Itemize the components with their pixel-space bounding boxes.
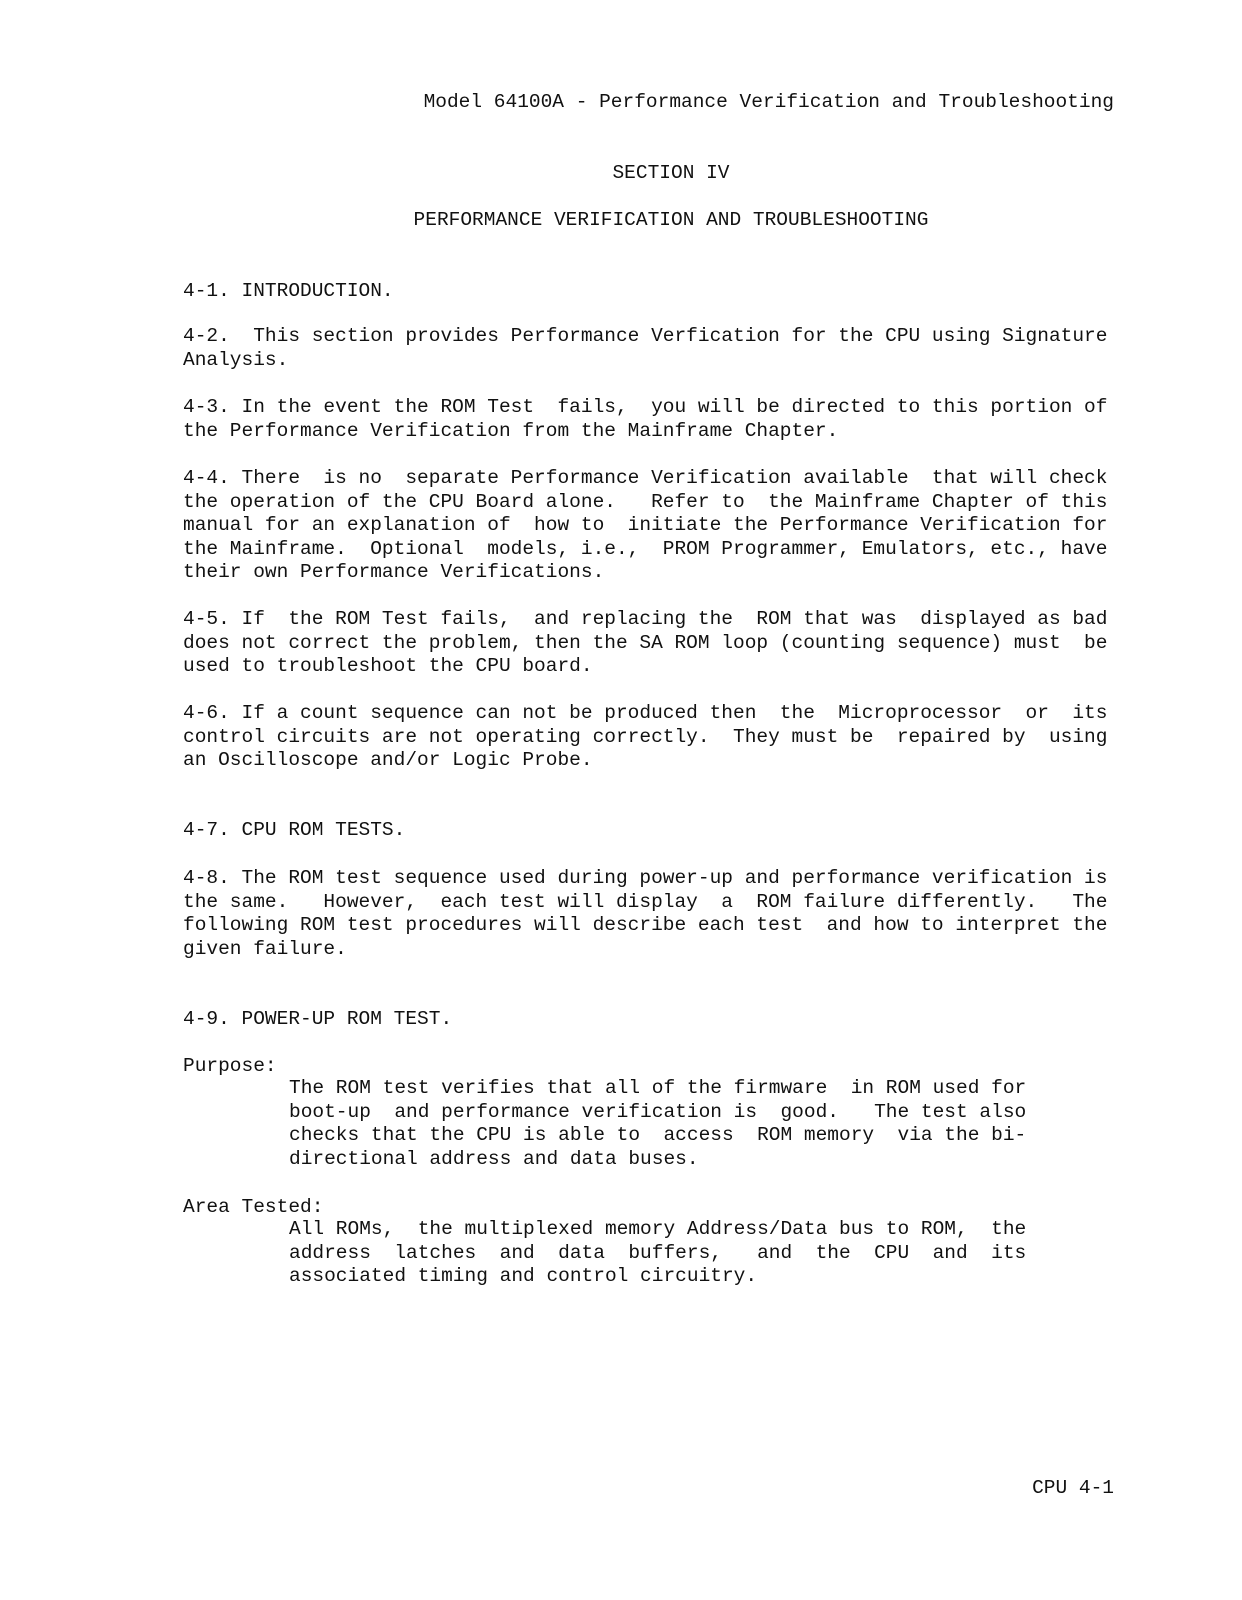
- section-title: PERFORMANCE VERIFICATION AND TROUBLESHOOTING: [413, 209, 929, 231]
- paragraph-4-4: 4-4. There is no separate Performance Verification available that will check the operation of the CPU Board alone. Refer to the Mainframe Chapter of this manual for an explanation of how to initiate the Performance Verification for the Mainframe. Optional models, i.e., PROM Programmer, Emulators, etc., have their own Performance Verifications.: [183, 467, 1108, 583]
- purpose-text: The ROM test verifies that all of the firmware in ROM used for boot-up and performance verification is good. The test also checks that the CPU is able to access ROM memory via the bi- directional address and data buses.: [289, 1077, 1027, 1170]
- area-tested-label: Area Tested:: [183, 1196, 324, 1218]
- paragraph-4-3: 4-3. In the event the ROM Test fails, you will be directed to this portion of the Performance Verification from the Mainframe Chapter.: [183, 396, 1108, 442]
- paragraph-4-9-heading: 4-9. POWER-UP ROM TEST.: [183, 1008, 453, 1030]
- paragraph-4-6: 4-6. If a count sequence can not be produced then the Microprocessor or its control circuits are not operating correctly. They must be repaired by using an Oscilloscope and/or Logic Probe.: [183, 702, 1108, 771]
- paragraph-4-2: 4-2. This section provides Performance Verfication for the CPU using Signature Analysis.: [183, 325, 1108, 371]
- purpose-label: Purpose:: [183, 1055, 277, 1077]
- area-tested-text: All ROMs, the multiplexed memory Address/Data bus to ROM, the address latches and data buffers, and the CPU and its associated timing and control circuitry.: [289, 1218, 1027, 1287]
- page-number: CPU 4-1: [1032, 1477, 1114, 1499]
- paragraph-4-8: 4-8. The ROM test sequence used during power-up and performance verification is the same. However, each test will display a ROM failure differently. The following ROM test procedures will describe each test and how to interpret the given failure.: [183, 867, 1108, 960]
- paragraph-4-5: 4-5. If the ROM Test fails, and replacing the ROM that was displayed as bad does not correct the problem, then the SA ROM loop (counting sequence) must be used to troubleshoot the CPU board.: [183, 608, 1108, 677]
- paragraph-4-7-heading: 4-7. CPU ROM TESTS.: [183, 819, 406, 841]
- paragraph-4-1-heading: 4-1. INTRODUCTION.: [183, 280, 394, 302]
- running-title: Model 64100A - Performance Verification and Troubleshooting: [423, 91, 1114, 113]
- section-number: SECTION IV: [612, 162, 730, 184]
